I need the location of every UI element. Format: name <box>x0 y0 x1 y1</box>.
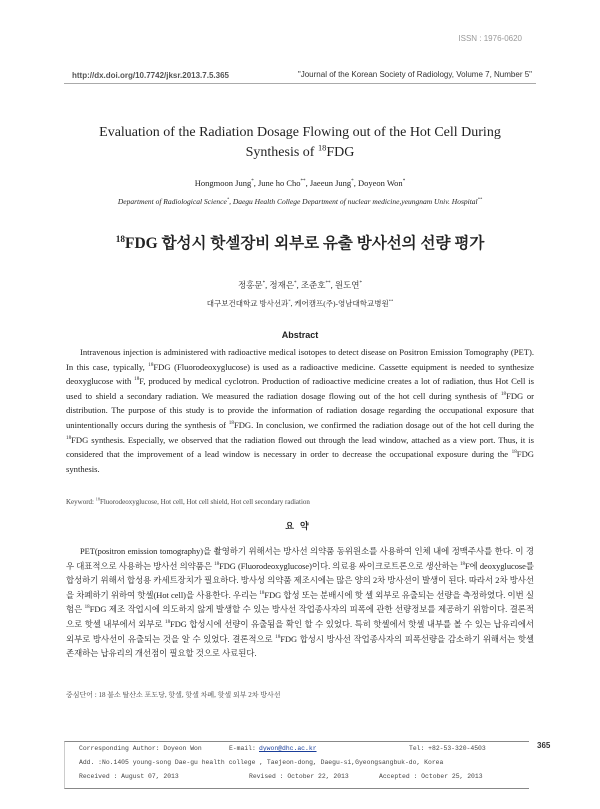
doi-link[interactable]: http://dx.doi.org/10.7742/jksr.2013.7.5.365 <box>72 71 229 80</box>
english-title <box>60 123 540 163</box>
korean-abstract-heading: 요약 <box>285 521 315 531</box>
english-authors: Hongmoon Jung*, June ho Cho**, Jaeeun Jung*, Doyeon Won* <box>194 178 406 188</box>
english-title-line1: Evaluation of the Radiation Dosage Flowing out of the Hot Cell During <box>99 125 501 140</box>
page-number: 365 <box>537 741 551 750</box>
accepted-date: Accepted : October 25, 2013 <box>379 773 483 780</box>
abstract-paragraph: Intravenous injection is administered with radioactive medical isotopes to detect disease on Positron Emission Tomography (PET). In this case, typically, $^{18}$FDG (Fluorodeoxyglucose) is used as a radioactive medicine. Cassette equipment is needed to synthesize deoxyglucose with $^{18}$F, produced by medical cyclotron. Production of radioactive medicine creates a lot of radiation, thus Hot Cell is used to shield a secondary radiation. We measured the radiation dosage flowing out of the hot cell during synthesis of $^{18}$FDG or distribution. The purpose of this study is to provide the information of radiation dosage regarding the occupational exposure that unintentionally occurs during the synthesis of $^{18}$FDG. In conclusion, we confirmed the radiation dosage out of the hot cell during the $^{18}$FDG synthesis. Especially, we observed that the radiation flowed out through the lead window, attached as a view port. Thus, it is considered that the improvement of a lead window is necessary in order to decrease the occupational exposure during the $^{18}$FDG synthesis. <box>66 347 535 474</box>
korean-abstract-body <box>66 545 534 662</box>
telephone: Tel: +82-53-320-4503 <box>409 745 486 752</box>
abstract-body <box>66 345 534 476</box>
corresponding-author: Corresponding Author: Doyeon Won <box>79 745 202 752</box>
revised-date: Revised : October 22, 2013 <box>249 773 349 780</box>
email-label: E-mail: <box>229 745 256 752</box>
journal-citation: "Journal of the Korean Society of Radiology, Volume 7, Number 5" <box>297 70 532 79</box>
received-date: Received : August 07, 2013 <box>79 773 179 780</box>
email-link[interactable]: dywon@dhc.ac.kr <box>259 745 317 752</box>
header-divider <box>64 83 536 84</box>
address: Add. :No.1405 young-song Dae-gu health college , Taejeon-dong, Daegu-si,Gyeongsangbuk-do, Korea <box>79 759 444 766</box>
korean-abstract-paragraph: PET(positron emission tomography)을 촬영하기 위해서는 방사선 의약품 동위원소를 사용하여 인체 내에 정맥주사를 한다. 이 경우 대표적으로 사용하는 방사선 의약품은 $^{18}$FDG (Fluorodeoxyglucose)이다. 의료용 싸이크로트론으로 생산하는 $^{18}$F에 deoxyglucose를 합성하기 위해서 합성용 카세트장치가 필요하다. 방사성 의약품 제조시에는 많은 양의 2차 방사선이 발생이 된다. 따라서 2차 방사선을 차폐하기 위하여 핫셀(Hot cell)을 사용한다. 우리는 $^{18}$FDG 합성 또는 분배시에 핫 셀 외부로 유출되는 선량을 측정하였다. 이번 실험은 $^{18}$FDG 제조 작업시에 의도하지 않게 발생할 수 있는 방사선 작업종사자의 피폭에 관한 선량정보를 제공하기 위함이다. 결론적으로 핫셀 내부에서 외부로 $^{18}$FDG 합성시에 선량이 유출됨을 확인 할 수 있었다. 특히 핫셀에서 핫셀 내부를 볼 수 있는 납유리에서 외부로 방사선이 유출되는 것을 알 수 있었다. 결론적으로 $^{18}$FDG 합성시 방사선 작업종사자의 피폭선량을 감소하기 위해서는 핫셀 존재하는 납유리의 개선점이 필요할 것으로 사료된다. <box>66 547 535 659</box>
korean-authors: 정홍문*, 정재은*, 조준호**, 원도연* <box>237 280 363 290</box>
abstract-heading: Abstract <box>281 330 319 340</box>
korean-affiliation: 대구보건대학교 방사선과*, 케어캠프(주)-영남대학교병원** <box>206 298 394 308</box>
english-affiliation: Department of Radiological Science*, Daegu Health College Department of nuclear medicine,yeungnam Univ. Hospital** <box>117 196 483 206</box>
english-keywords: Keyword: $^{18}$Fluorodeoxyglucose, Hot cell, Hot cell shield, Hot cell secondary radiation <box>66 496 310 506</box>
issn-number: ISSN : 1976-0620 <box>458 34 522 43</box>
english-title-line2: Synthesis of $^{18}$FDG <box>245 143 355 160</box>
correspondence-footer <box>64 741 529 789</box>
korean-keywords: 중심단어 : 18 불소 탈산소 포도당, 핫셀, 핫셀 차폐, 핫셀 외부 2차 방사선 <box>66 691 281 699</box>
korean-title: $^{18}$FDG 합성시 핫셀장비 외부로 유출 방사선의 선량 평가 <box>115 234 485 252</box>
